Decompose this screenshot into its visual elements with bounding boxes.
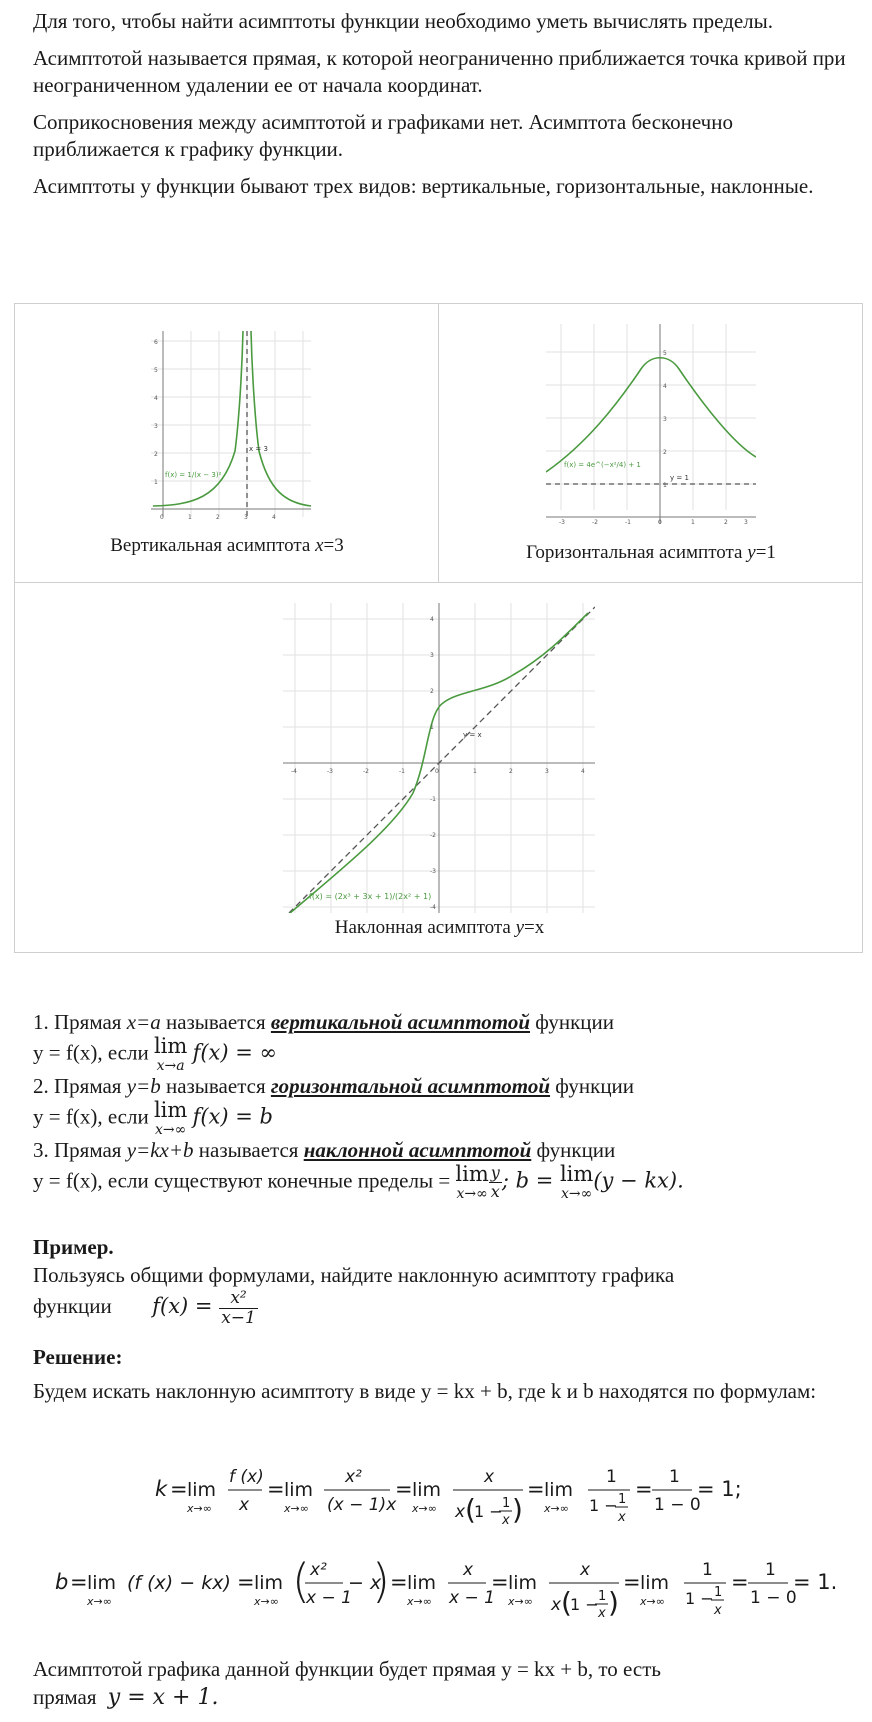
svg-text:x: x	[239, 1495, 250, 1515]
x-tick: 4	[581, 768, 585, 775]
svg-text:=: =	[635, 1477, 653, 1501]
function-fraction	[219, 1289, 258, 1327]
caption-text: Горизонтальная асимптота	[526, 542, 748, 563]
limit: lim	[508, 1572, 538, 1594]
limit: lim	[284, 1479, 314, 1501]
x-tick: 3	[545, 768, 549, 775]
def-text: 3. Прямая	[33, 1138, 127, 1162]
y-tick: -2	[430, 832, 436, 839]
limit: lim	[640, 1572, 670, 1594]
limit-subscript: x→∞	[87, 1595, 112, 1608]
svg-text:x: x	[463, 1560, 474, 1580]
fraction	[489, 1164, 502, 1200]
def-variable: x=a	[126, 1010, 161, 1034]
caption-variable: x	[315, 535, 324, 556]
svg-text:(f (x) − kx): (f (x) − kx)	[127, 1572, 231, 1594]
y-tick: 3	[154, 423, 158, 430]
y-tick: -1	[430, 796, 436, 803]
x-tick: 2	[724, 519, 728, 524]
svg-text:): )	[608, 1586, 619, 1619]
svg-text:1 −: 1 −	[589, 1496, 618, 1515]
x-tick: 2	[216, 514, 220, 521]
y-tick: 1	[154, 479, 158, 486]
fraction-denominator: x−1	[221, 1307, 256, 1328]
svg-text:− x: − x	[348, 1572, 382, 1594]
svg-text:): )	[372, 1554, 390, 1608]
function-label: f(x) = 1/(x − 3)²	[165, 471, 222, 479]
function-lhs: f(x) =	[152, 1294, 220, 1318]
limit: lim	[407, 1572, 437, 1594]
def-formula: f(x) = b	[192, 1104, 273, 1129]
y-tick: 1	[663, 482, 667, 489]
definitions-section	[33, 1008, 863, 1201]
conclusion-section	[33, 1655, 863, 1712]
x-tick: -2	[592, 519, 598, 524]
svg-text:x − 1: x − 1	[449, 1588, 495, 1608]
horizontal-asymptote-graph	[546, 324, 756, 524]
limit-subscript: x→∞	[640, 1595, 665, 1608]
x-tick: 3	[744, 519, 748, 524]
x-tick: 2	[509, 768, 513, 775]
def-term: вертикальной асимптотой	[270, 1010, 531, 1034]
svg-text:1: 1	[618, 1492, 627, 1507]
def-text: называется	[193, 1138, 304, 1162]
fraction-numerator: y	[490, 1163, 500, 1183]
asymptote-label: y = 1	[670, 474, 689, 482]
svg-text:x − 1: x − 1	[306, 1588, 352, 1608]
def-text: y = f(x), если	[33, 1040, 154, 1065]
def-text: функции	[550, 1074, 635, 1098]
x-tick: -1	[625, 519, 631, 524]
example-section	[33, 1233, 863, 1405]
oblique-asymptote-caption	[15, 917, 864, 939]
limit-subscript: x→∞	[544, 1502, 569, 1515]
conclusion-formula: y = x + 1.	[107, 1685, 219, 1710]
asymptote-graphs-table	[14, 303, 863, 953]
function-label: f(x) = (2x³ + 3x + 1)/(2x² + 1)	[309, 892, 432, 901]
y-tick: 5	[154, 367, 158, 374]
limit: lim x→∞	[153, 1098, 188, 1138]
svg-text:1 −: 1 −	[570, 1595, 599, 1614]
function-curve	[153, 331, 243, 506]
example-text: функции	[33, 1294, 112, 1318]
x-tick: 1	[188, 514, 192, 521]
conclusion-text: Асимптотой графика данной функции будет прямая y = kx + b, то есть	[33, 1657, 661, 1681]
definition-2	[33, 1072, 863, 1100]
y-tick: 2	[154, 451, 158, 458]
function-label: f(x) = 4e^(−x²/4) + 1	[564, 461, 641, 469]
def-text: называется	[160, 1010, 271, 1034]
limit-subscript: x→∞	[456, 1186, 488, 1202]
conclusion-line	[33, 1683, 863, 1712]
limit: lim x→a	[153, 1034, 188, 1074]
limit: lim	[544, 1479, 574, 1501]
caption-value: =3	[323, 535, 344, 556]
def-term: наклонной асимптотой	[303, 1138, 532, 1162]
svg-text:=: =	[491, 1570, 509, 1594]
svg-text:=: =	[70, 1570, 88, 1594]
caption-variable: y	[515, 917, 525, 938]
svg-text:1: 1	[502, 1496, 511, 1511]
def-variable: y=b	[126, 1074, 161, 1098]
def-text: функции	[531, 1138, 616, 1162]
y-tick: 2	[430, 688, 434, 695]
vertical-asymptote-cell	[15, 304, 439, 583]
example-heading: Пример.	[33, 1235, 114, 1259]
definition-1-condition	[33, 1036, 863, 1072]
x-tick: 0	[658, 519, 662, 524]
svg-text:1 −: 1 −	[474, 1502, 503, 1521]
solution-heading: Решение:	[33, 1345, 123, 1369]
x-tick: -3	[327, 768, 333, 775]
y-tick: 4	[663, 383, 667, 390]
x-tick: 4	[272, 514, 276, 521]
y-tick: 4	[430, 616, 434, 623]
def-text: 2. Прямая	[33, 1074, 127, 1098]
x-tick: 0	[435, 768, 439, 775]
limit-subscript: x→∞	[508, 1595, 533, 1608]
fraction-numerator: x²	[219, 1289, 258, 1309]
oblique-asymptote-cell	[15, 583, 863, 953]
solution-text: Будем искать наклонную асимптоту в виде y = kx + b, где k и b находятся по формулам:	[33, 1379, 817, 1403]
x-tick: 1	[691, 519, 695, 524]
svg-text:x: x	[502, 1513, 510, 1528]
svg-text:f (x): f (x)	[229, 1467, 264, 1487]
limit-subscript: x→∞	[407, 1595, 432, 1608]
svg-text:(: (	[465, 1493, 476, 1526]
intro-paragraph-1: Для того, чтобы найти асимптоты функции необходимо уметь вычислять пределы.	[33, 9, 773, 33]
intro-paragraph-2: Асимптотой называется прямая, к которой неограниченно приближается точка кривой при неограниченном удалении ее от начала координат.	[33, 46, 846, 97]
b-result: = 1.	[793, 1570, 838, 1594]
limit: lim	[412, 1479, 442, 1501]
svg-text:=: =	[527, 1477, 545, 1501]
k-result: = 1;	[697, 1477, 742, 1501]
y-tick: 3	[430, 652, 434, 659]
y-tick: 3	[663, 416, 667, 423]
x-tick: -1	[399, 768, 405, 775]
vertical-asymptote-caption	[15, 535, 439, 557]
caption-value: =1	[755, 542, 776, 563]
y-tick: 6	[154, 339, 158, 346]
svg-text:x: x	[484, 1467, 495, 1487]
y-tick: -4	[430, 904, 436, 911]
vertical-asymptote-graph	[151, 331, 311, 531]
limit-subscript: x→a	[156, 1058, 185, 1074]
def-text: называется	[160, 1074, 271, 1098]
svg-text:=: =	[170, 1477, 188, 1501]
svg-text:1 − 0: 1 − 0	[654, 1495, 701, 1515]
definition-3	[33, 1136, 863, 1164]
svg-text:x: x	[598, 1606, 606, 1621]
y-tick: 1	[430, 724, 434, 731]
horizontal-asymptote-cell	[439, 304, 863, 583]
svg-text:x: x	[551, 1595, 562, 1615]
svg-text:1: 1	[765, 1560, 776, 1580]
def-text: 1. Прямая	[33, 1010, 127, 1034]
svg-text:x: x	[714, 1603, 722, 1618]
svg-text:): )	[512, 1493, 523, 1526]
svg-text:=: =	[390, 1570, 408, 1594]
b-symbol: b	[55, 1570, 69, 1594]
x-tick: -4	[291, 768, 297, 775]
svg-text:1: 1	[606, 1467, 617, 1487]
svg-text:1 −: 1 −	[685, 1589, 714, 1608]
limit-subscript: x→∞	[187, 1502, 212, 1515]
svg-text:=: =	[267, 1477, 285, 1501]
definition-2-condition	[33, 1100, 863, 1136]
definition-1	[33, 1008, 863, 1036]
caption-text: Наклонная асимптота	[334, 917, 516, 938]
x-tick: 0	[160, 514, 164, 521]
limit-subscript: x→∞	[412, 1502, 437, 1515]
limit-subscript: x→∞	[561, 1186, 593, 1202]
limit: lim	[87, 1572, 117, 1594]
k-symbol: k	[155, 1477, 168, 1501]
caption-value: =x	[524, 917, 545, 938]
asymptote-line	[289, 607, 595, 913]
svg-text:(: (	[561, 1586, 572, 1619]
svg-text:x: x	[618, 1510, 626, 1525]
caption-text: Вертикальная асимптота	[110, 535, 316, 556]
svg-text:x: x	[580, 1560, 591, 1580]
limit-subscript: x→∞	[155, 1122, 187, 1138]
svg-text:=: =	[731, 1570, 749, 1594]
limit-subscript: x→∞	[254, 1595, 279, 1608]
def-text: y = f(x), если существуют конечные пределы =	[33, 1168, 456, 1193]
def-variable: y=kx+b	[126, 1138, 194, 1162]
solution-formulas	[0, 1445, 872, 1645]
y-tick: 5	[663, 350, 667, 357]
svg-text:x: x	[455, 1502, 466, 1522]
limit: lim	[187, 1479, 217, 1501]
example-function	[33, 1289, 863, 1337]
horizontal-asymptote-caption	[439, 542, 863, 564]
y-tick: 2	[663, 449, 667, 456]
svg-text:1 − 0: 1 − 0	[750, 1588, 797, 1608]
def-formula: ; b =	[501, 1168, 560, 1193]
limit: lim	[254, 1572, 284, 1594]
limit-subscript: x→∞	[284, 1502, 309, 1515]
intro-paragraph-4: Асимптоты у функции бывают трех видов: вертикальные, горизонтальные, наклонные.	[33, 174, 814, 198]
definition-3-condition	[33, 1164, 863, 1201]
intro-paragraph-3: Соприкосновения между асимптотой и графиками нет. Асимптота бесконечно приближается к графику функции.	[33, 110, 733, 161]
svg-text:1: 1	[714, 1585, 723, 1600]
def-text: y = f(x), если	[33, 1104, 154, 1129]
def-formula: f(x) = ∞	[192, 1040, 278, 1065]
y-tick: 4	[154, 395, 158, 402]
asymptote-label: y = x	[463, 731, 482, 739]
svg-text:1: 1	[598, 1589, 607, 1604]
limit: lim x→∞	[559, 1162, 594, 1202]
limit: lim x→∞	[455, 1162, 489, 1202]
intro-section	[33, 8, 853, 210]
oblique-asymptote-graph	[283, 603, 595, 913]
x-tick: -3	[559, 519, 565, 524]
def-term: горизонтальной асимптотой	[270, 1074, 551, 1098]
svg-text:x²: x²	[345, 1467, 362, 1487]
def-formula: (y − kx).	[593, 1168, 684, 1193]
x-tick: -2	[363, 768, 369, 775]
svg-text:=: =	[623, 1570, 641, 1594]
y-tick: -3	[430, 868, 436, 875]
example-task: Пользуясь общими формулами, найдите наклонную асимптоту графика	[33, 1263, 675, 1287]
caption-variable: y	[747, 542, 756, 563]
asymptote-label: x = 3	[249, 445, 268, 453]
fraction-denominator: x	[490, 1182, 500, 1201]
conclusion-prefix: прямая	[33, 1685, 97, 1709]
svg-text:1: 1	[702, 1560, 713, 1580]
svg-text:x²: x²	[310, 1560, 327, 1580]
svg-text:=: =	[395, 1477, 413, 1501]
svg-text:=: =	[237, 1570, 255, 1594]
svg-text:(x − 1)x: (x − 1)x	[327, 1495, 397, 1515]
svg-text:1: 1	[669, 1467, 680, 1487]
function-curve	[251, 331, 311, 506]
def-text: функции	[530, 1010, 615, 1034]
x-tick: 3	[244, 514, 248, 521]
x-tick: 1	[473, 768, 477, 775]
function-curve	[546, 358, 756, 472]
svg-text:(: (	[292, 1554, 310, 1608]
